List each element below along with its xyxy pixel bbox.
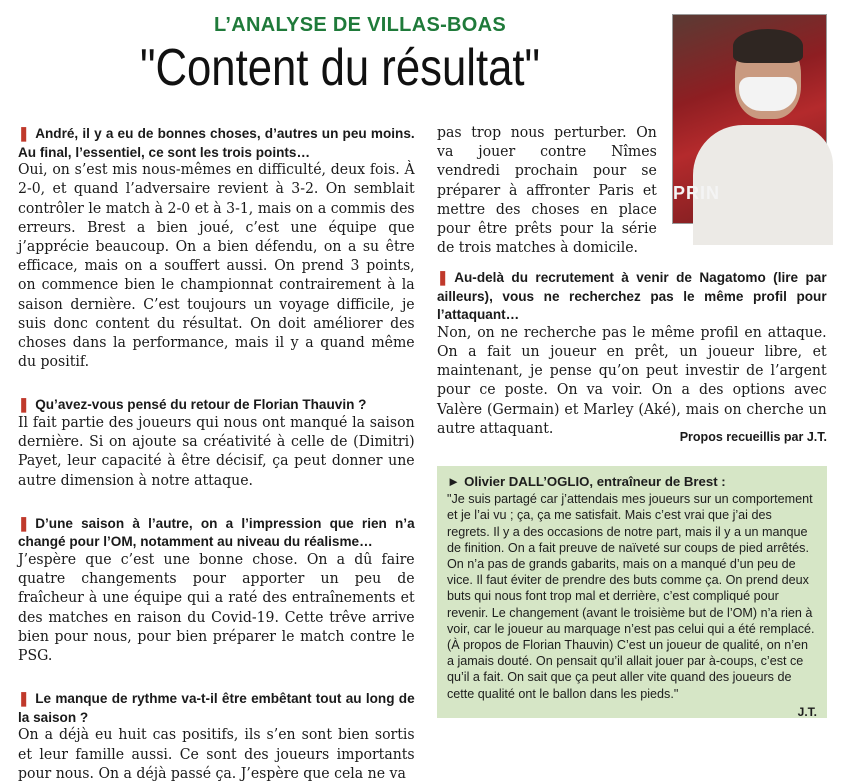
article-column-right-top <box>437 124 657 258</box>
question-text: D’une saison à l’autre, on a l’impression que rien n’a changé pour l’OM, notamment au niveau du réalisme… <box>18 514 415 550</box>
question-5 <box>437 268 827 324</box>
sidebar-heading <box>447 474 817 490</box>
answer-2: Il fait partie des joueurs qui nous ont manqué la saison dernière. Si on ajoute sa créativité à celle de (Dimitri) Payet, leur capacité à être décisif, ça peut donner une autre dimension à notre attaque. <box>18 415 415 489</box>
question-text: André, il y a eu de bonnes choses, d’autres un peu moins. Au final, l’essentiel, ce sont les trois points… <box>18 125 415 160</box>
question-text: Le manque de rythme va-t-il être embêtant tout au long de la saison ? <box>18 690 415 725</box>
sidebar-quote-text: "Je suis partagé car j’attendais mes joueurs sur un comportement et je l’ai vu ; ça, ça me satisfait. Mais c’est vrai que j’ai des regrets. Il y a des occasions de notre part, mais il y a un manque de finition. On a fait preuve de naïveté sur coups de pied arrêtés. On n’a pas de grands gabarits, mais on a manqué d’un peu de vice. Il faut éviter de prendre des buts comme ça. On prend deux buts qui nous font trop mal et derrière, c’est compliqué pour revenir. Le changement (avant le troisième but de l’OM) n’a rien à voir, car le joueur au marquage n’est pas celui qui a été remplacé. (À propos de Florian Thauvin) C’est un joueur de qualité, on n’en a jamais douté. On pensait qu’il allait jouer par à-coups, c’est ce qu’il a fait. On sait que ça peut aller vite quand des joueurs de cette qualité ont le ballon dans les pieds." <box>447 492 815 701</box>
question-marker: ❚ <box>18 690 30 707</box>
answer-3: J’espère que c’est une bonne chose. On a dû faire quatre changements pour apporter un peu de fraîcheur à une équipe qui a raté des entraînements et des matches en raison du Covid-19. Cette trêve arrive bien pour nous, pour bien préparer le match contre le PSG. <box>18 552 415 665</box>
question-text: Qu’avez-vous pensé du retour de Florian Thauvin ? <box>35 396 367 413</box>
question-marker: ❚ <box>18 396 30 413</box>
photo-hair <box>733 29 803 63</box>
arrow-right-icon: ► <box>447 474 461 489</box>
coach-photo <box>672 14 827 224</box>
question-4 <box>18 689 415 726</box>
question-text: Au-delà du recrutement à venir de Nagatomo (lire par ailleurs), vous ne recherchez pas le même profil pour l’attaquant… <box>437 269 827 323</box>
sidebar-quote-box <box>437 466 827 718</box>
article-kicker: L’ANALYSE DE VILLAS-BOAS <box>213 14 507 36</box>
sidebar-signature: J.T. <box>797 704 817 719</box>
photo-face-mask <box>739 77 797 111</box>
question-1 <box>18 124 415 161</box>
photo-banner-text: PRIN <box>673 183 721 203</box>
article-column-right <box>437 268 827 439</box>
sidebar-heading-text: Olivier DALL’OGLIO, entraîneur de Brest : <box>464 474 726 489</box>
question-3 <box>18 514 415 551</box>
article-column-left <box>18 124 415 784</box>
answer-4-part-2: pas trop nous perturber. On va jouer contre Nîmes vendredi prochain pour se préparer à affronter Paris et mettre des choses en place pour être prêts pour la série de trois matches à domicile. <box>437 125 657 257</box>
question-marker: ❚ <box>18 125 30 141</box>
answer-1: Oui, on s’est mis nous-mêmes en difficulté, deux fois. À 2-0, et quand l’adversaire revient à 3-2. On semblait contrôler le match à 2-0 et à 3-1, mais on a commis des erreurs. Brest a bien joué, c’est une équipe que j’apprécie beaucoup. On a bien défendu, on a su être efficace, mais on a souffert aussi. On prend 3 points, on commence bien le championnat contrairement à la saison dernière. C’est toujours un voyage difficile, je suis donc content du résultat. On doit améliorer des choses dans la performance, mais il y a quand même du positif. <box>18 162 415 371</box>
question-marker: ❚ <box>18 514 30 531</box>
article-headline: "Content du résultat" <box>139 39 541 97</box>
question-2 <box>18 395 415 414</box>
question-marker: ❚ <box>437 269 449 285</box>
answer-4-part-1: On a déjà eu huit cas positifs, ils s’en sont bien sortis et leur famille aussi. Ce sont des joueurs importants pour nous. On a déjà passé ça. J’espère que cela ne va <box>18 727 415 782</box>
answer-5: Non, on ne recherche pas le même profil en attaque. On a fait un joueur en prêt, un joueur libre, et maintenant, je pense qu’on peut investir de l’argent pour ce poste. On va voir. On a des options avec Valère (Germain) et Marley (Aké), mais on cherche un autre attaquant. <box>437 324 827 437</box>
article-credit: Propos recueillis par J.T. <box>679 430 827 444</box>
